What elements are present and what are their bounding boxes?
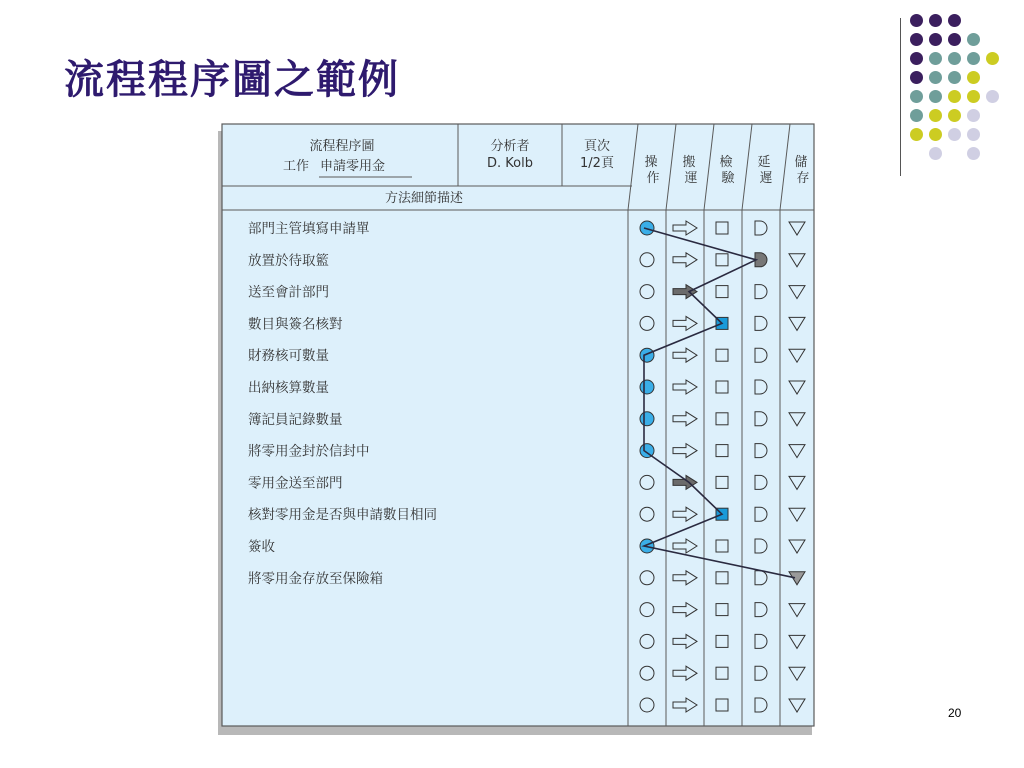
analyst-label: 分析者	[490, 139, 530, 154]
step-description: 核對零用金是否與申請數目相同	[248, 507, 437, 524]
step-description: 放置於待取籃	[248, 252, 329, 269]
operation-circle-icon	[640, 380, 654, 394]
column-heading-inspection-line1: 檢	[719, 155, 733, 170]
chart-name-label: 流程程序圖	[309, 139, 375, 154]
slide-page-number: 20	[948, 706, 962, 720]
column-heading-transport-line1: 搬	[682, 155, 696, 170]
job-label: 工作	[283, 159, 310, 174]
step-description: 將零用金封於信封中	[248, 443, 370, 460]
column-heading-storage-line1: 儲	[794, 155, 808, 170]
operation-circle-icon	[640, 412, 654, 426]
job-value: 申請零用金	[320, 159, 386, 174]
step-description: 送至會計部門	[248, 284, 329, 301]
column-heading-inspection-line2: 驗	[721, 171, 735, 186]
column-heading-operation-line2: 作	[646, 171, 660, 186]
column-heading-transport-line2: 運	[684, 171, 698, 186]
analyst-value: D. Kolb	[487, 156, 533, 171]
operation-circle-icon	[640, 348, 654, 362]
step-description: 部門主管填寫申請單	[248, 221, 370, 237]
step-description: 將零用金存放至保險箱	[248, 570, 383, 587]
method-label: 方法細節描述	[384, 191, 464, 206]
column-heading-delay-line2: 遲	[759, 171, 773, 186]
step-description: 簽收	[248, 539, 275, 555]
column-heading-operation-line1: 操	[644, 155, 658, 170]
page-label: 頁次	[583, 139, 611, 154]
step-description: 財務核可數量	[248, 348, 329, 365]
column-heading-delay-line1: 延	[757, 155, 771, 170]
step-description: 出納核算數量	[248, 380, 329, 396]
step-description: 數目與簽名核對	[248, 316, 343, 333]
step-description: 零用金送至部門	[248, 475, 343, 492]
page-value: 1/2頁	[580, 156, 614, 171]
operation-circle-icon	[640, 221, 654, 235]
column-heading-storage-line2: 存	[796, 171, 810, 186]
step-description: 簿記員記錄數量	[248, 411, 343, 428]
slide-title: 流程程序圖之範例	[64, 56, 400, 103]
